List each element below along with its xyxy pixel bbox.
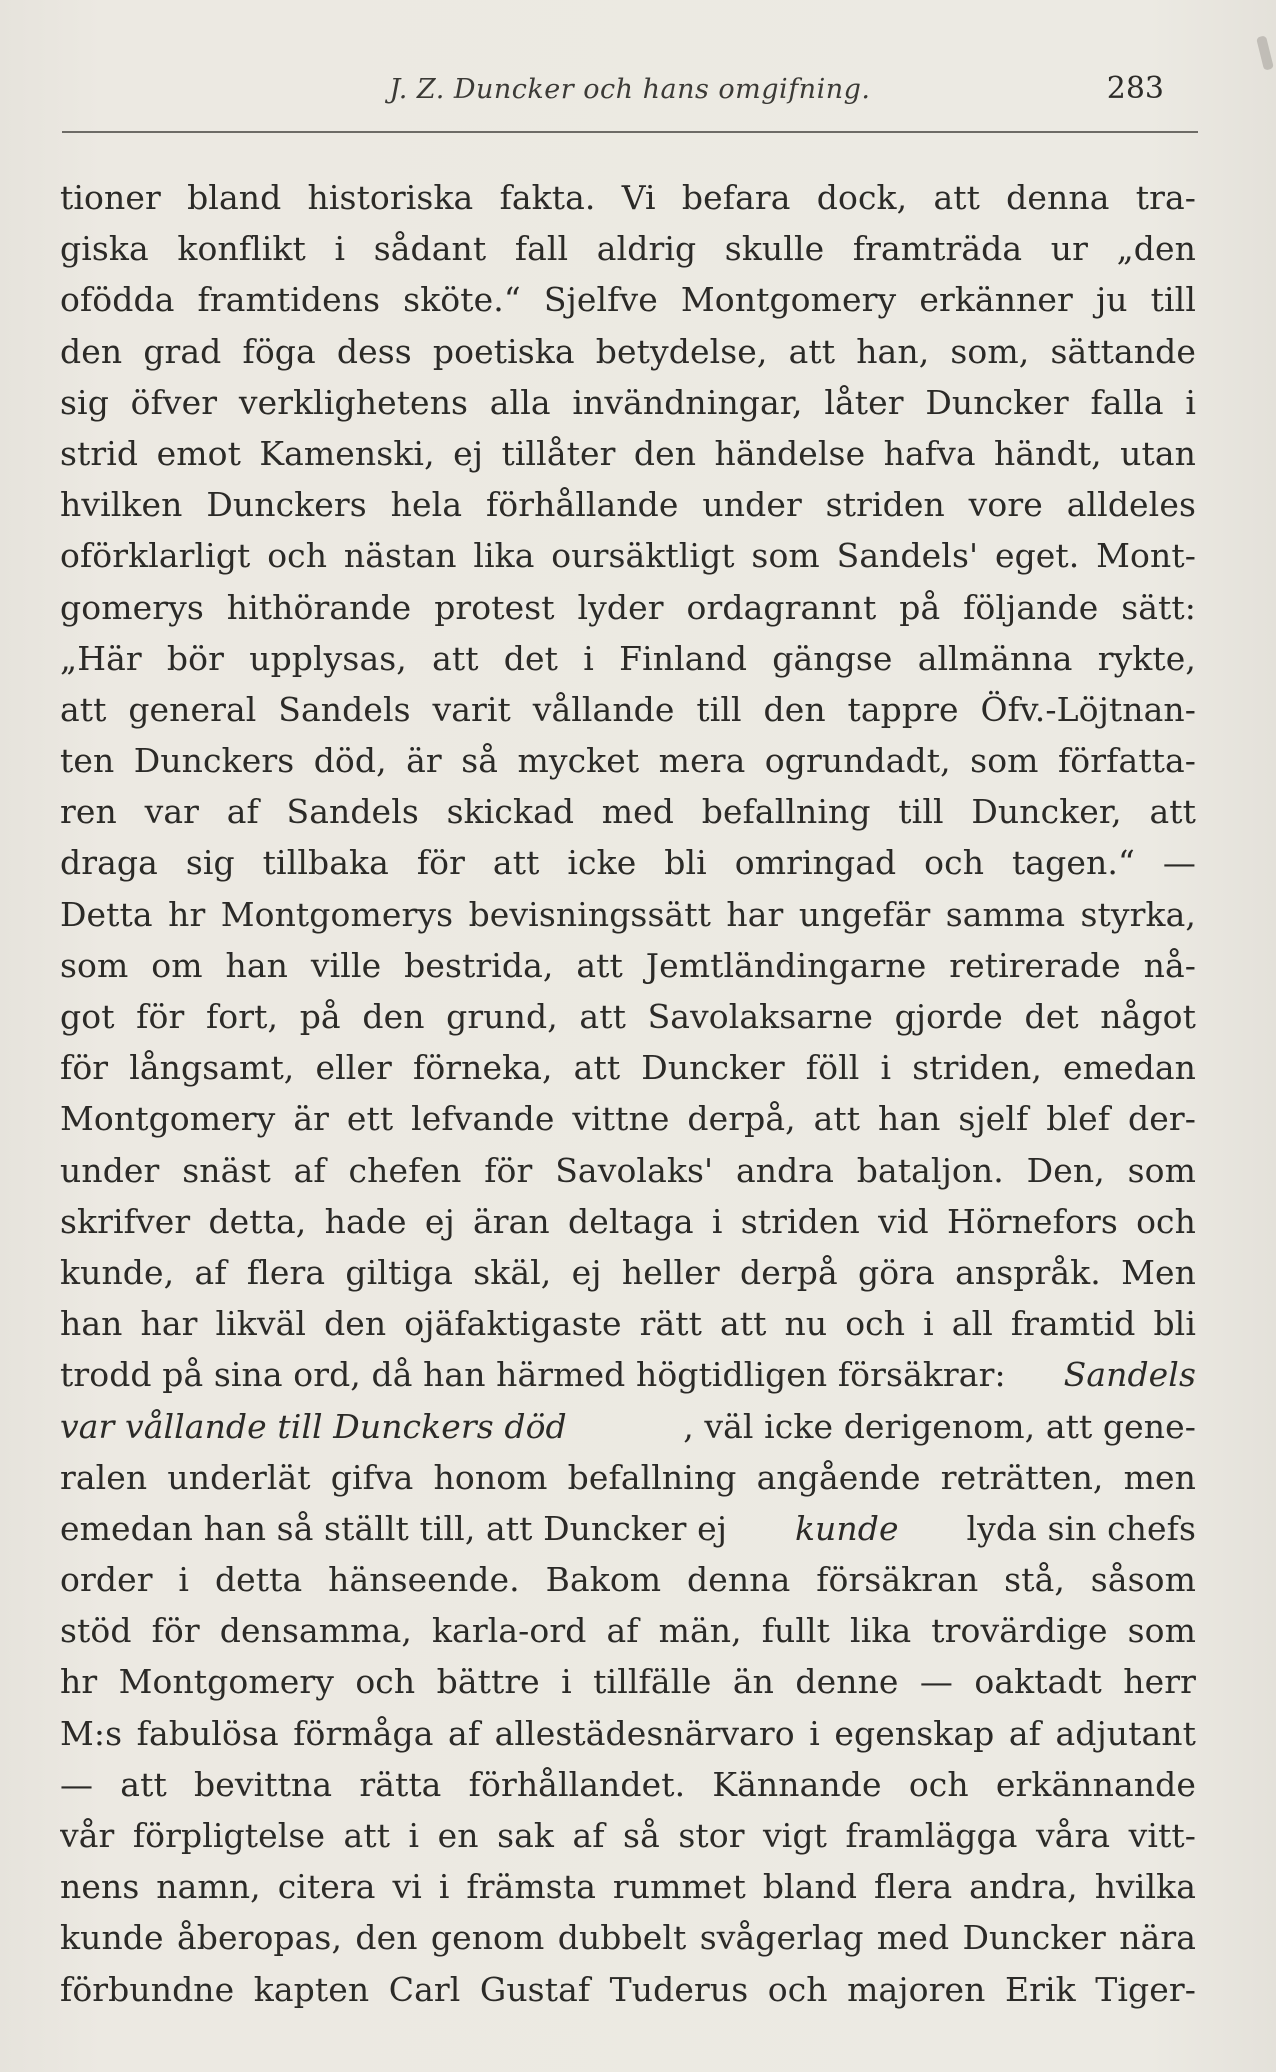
- text-segment: trodd på sina ord, då han härmed högtidligen försäkrar:: [60, 1355, 1006, 1395]
- text-line: „Här bör upplysas, att det i Finland gängse allmänna rykte,: [60, 638, 1196, 678]
- text-line-mixed: [60, 1349, 1196, 1400]
- emphasis-segment: var vållande till Dunckers död: [60, 1406, 567, 1446]
- page-number: 283: [1106, 71, 1164, 106]
- text-line: under snäst af chefen för Savolaks' andra bataljon. Den, som: [60, 1150, 1196, 1190]
- text-line: strid emot Kamenski, ej tillåter den händelse hafva händt, utan: [60, 433, 1196, 473]
- text-line: ralen underlät gifva honom befallning angående reträtten, men: [60, 1457, 1196, 1497]
- text-line: ofödda framtidens sköte.“ Sjelfve Montgomery erkänner ju till: [60, 280, 1196, 320]
- text-line: stöd för densamma, karla-ord af män, fullt lika trovärdige som: [60, 1611, 1196, 1651]
- text-line: nens namn, citera vi i främsta rummet bland flera andra, hvilka: [60, 1867, 1196, 1907]
- text-line: ren var af Sandels skickad med befallning till Duncker, att: [60, 792, 1196, 832]
- text-line: tioner bland historiska fakta. Vi befara dock, att denna tra-: [60, 178, 1196, 217]
- text-line: vår förpligtelse att i en sak af så stor vigt framlägga våra vitt-: [60, 1816, 1196, 1855]
- text-line: M:s fabulösa förmåga af allestädesnärvaro i egenskap af adjutant: [60, 1713, 1196, 1753]
- text-line: som om han ville bestrida, att Jemtländingarne retirerade nå-: [60, 945, 1196, 985]
- text-line: den grad föga dess poetiska betydelse, att han, som, sättande: [60, 331, 1196, 371]
- text-line: giska konflikt i sådant fall aldrig skulle framträda ur „den: [60, 229, 1196, 269]
- text-line: han har likväl den ojäfaktigaste rätt att nu och i all framtid bli: [60, 1304, 1196, 1344]
- text-line: hvilken Dunckers hela förhållande under striden vore alldeles: [60, 485, 1196, 525]
- text-line: sig öfver verklighetens alla invändningar, låter Duncker falla i: [60, 382, 1196, 422]
- emphasis-segment: kunde: [794, 1508, 899, 1548]
- text-line: förbundne kapten Carl Gustaf Tuderus och majoren Erik Tiger-: [60, 1969, 1196, 2009]
- text-line: att general Sandels varit vållande till den tappre Öfv.-Löjtnan-: [60, 689, 1196, 729]
- text-segment: lyda sin chefs: [966, 1508, 1196, 1548]
- text-line: gomerys hithörande protest lyder ordagrannt på följande sätt:: [60, 587, 1196, 627]
- running-head: J. Z. Duncker och hans omgifning.: [389, 74, 871, 105]
- text-line: — att bevittna rätta förhållandet. Kännande och erkännande: [60, 1764, 1196, 1804]
- text-line-mixed: [60, 1401, 1196, 1452]
- page-edge-mark: [1256, 35, 1274, 70]
- text-line-mixed: [60, 1503, 1196, 1554]
- text-segment: emedan han så ställt till, att Duncker ej: [60, 1508, 728, 1548]
- text-line: order i detta hänseende. Bakom denna försäkran stå, såsom: [60, 1560, 1196, 1600]
- text-line: ten Dunckers död, är så mycket mera ogrundadt, som författa-: [60, 741, 1196, 781]
- emphasis-segment: Sandels: [1063, 1355, 1196, 1395]
- text-line: för långsamt, eller förneka, att Duncker föll i striden, emedan: [60, 1048, 1196, 1088]
- text-line: Detta hr Montgomerys bevisningssätt har ungefär samma styrka,: [60, 894, 1196, 934]
- text-line: Montgomery är ett lefvande vittne derpå, att han sjelf blef der-: [60, 1099, 1196, 1139]
- text-line: skrifver detta, hade ej äran deltaga i striden vid Hörnefors och: [60, 1201, 1196, 1241]
- text-line: hr Montgomery och bättre i tillfälle än denne — oaktadt herr: [60, 1662, 1196, 1702]
- header-rule: [62, 131, 1198, 133]
- text-line: kunde, af flera giltiga skäl, ej heller derpå göra anspråk. Men: [60, 1252, 1196, 1292]
- text-line: got för fort, på den grund, att Savolaksarne gjorde det något: [60, 997, 1196, 1036]
- text-segment: , väl icke derigenom, att gene-: [683, 1406, 1196, 1446]
- body-text: [60, 172, 1196, 2015]
- page-header: [62, 68, 1198, 118]
- text-line: oförklarligt och nästan lika oursäktligt som Sandels' eget. Mont-: [60, 536, 1196, 576]
- text-line: kunde åberopas, den genom dubbelt svågerlag med Duncker nära: [60, 1918, 1196, 1958]
- text-line: draga sig tillbaka för att icke bli omringad och tagen.“ —: [60, 843, 1196, 883]
